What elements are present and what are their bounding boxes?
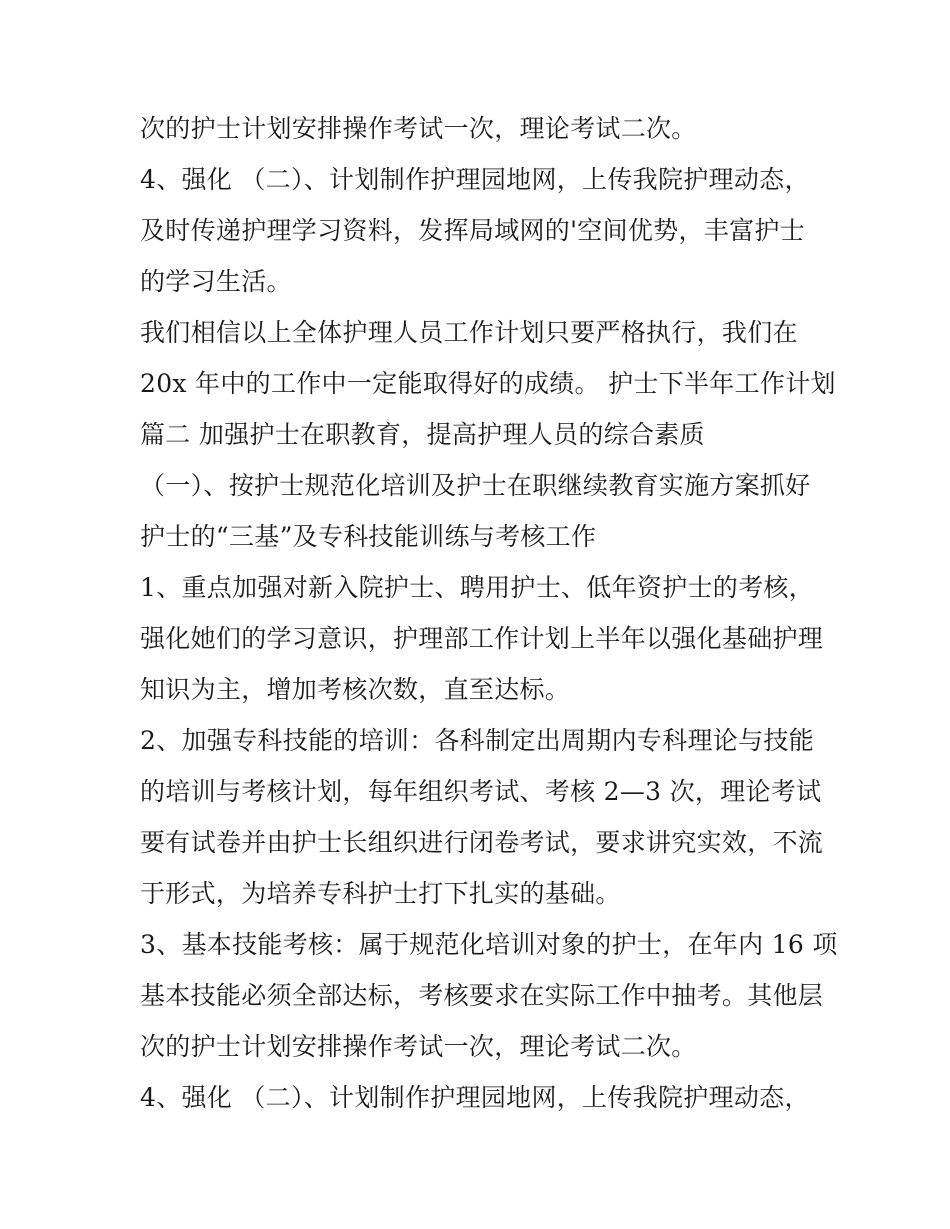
text-line: 4、强化 （二）、计划制作护理园地网，上传我院护理动态， [140, 1083, 810, 1112]
text-line: 强化她们的学习意识，护理部工作计划上半年以强化基础护理 [140, 624, 824, 653]
text-line: 2、加强专科技能的培训：各科制定出周期内专科理论与技能 [140, 726, 815, 755]
text-line: 的学习生活。 [140, 267, 292, 296]
text-line: 1、重点加强对新入院护士、聘用护士、低年资护士的考核， [140, 573, 815, 602]
text-line: 篇二 加强护士在职教育，提高护理人员的综合素质 [140, 420, 705, 449]
text-line: 基本技能必须全部达标，考核要求在实际工作中抽考。其他层 [140, 981, 824, 1010]
text-line: 我们相信以上全体护理人员工作计划只要严格执行，我们在 [140, 318, 798, 347]
text-line: 护士的“三基”及专科技能训练与考核工作 [140, 522, 597, 551]
text-line: 要有试卷并由护士长组织进行闭卷考试，要求讲究实效，不流 [140, 828, 824, 857]
text-line: 4、强化 （二）、计划制作护理园地网，上传我院护理动态， [140, 165, 810, 194]
text-line: （一）、按护士规范化培训及护士在职继续教育实施方案抓好 [140, 471, 811, 500]
text-line: 于形式，为培养专科护士打下扎实的基础。 [140, 879, 621, 908]
text-line: 20x 年中的工作中一定能取得好的成绩。 护士下半年工作计划 [140, 369, 836, 398]
text-line: 知识为主，增加考核次数，直至达标。 [140, 675, 571, 704]
text-line: 次的护士计划安排操作考试一次，理论考试二次。 [140, 114, 697, 143]
text-line: 3、基本技能考核：属于规范化培训对象的护士，在年内 16 项 [140, 930, 838, 959]
text-line: 次的护士计划安排操作考试一次，理论考试二次。 [140, 1032, 697, 1061]
text-line: 的培训与考核计划，每年组织考试、考核 2—3 次，理论考试 [140, 777, 822, 806]
text-line: 及时传递护理学习资料，发挥局域网的'空间优势，丰富护士 [140, 216, 805, 245]
